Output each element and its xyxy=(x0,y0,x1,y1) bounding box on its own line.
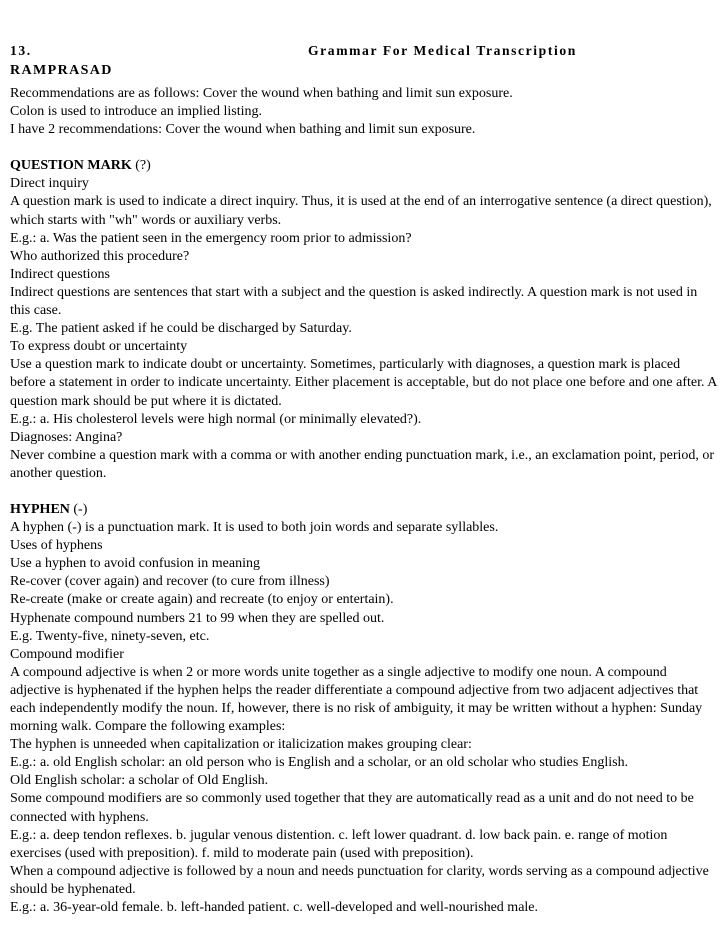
paragraph: A compound adjective is when 2 or more words unite together as a single adjective to modify one noun. A compound adjective is hyphenated if the hyphen helps the reader differentiate a compound adjective from two adjacent adjectives that each independently modify the noun. If, however, there is no risk of ambiguity, it may be written without a hyphen: Sunday morning walk. Compare the following examples: xyxy=(10,664,703,735)
colon-example-1: Recommendations are as follows: Cover the wound when bathing and limit sun exposure. xyxy=(10,86,513,101)
paragraph: A question mark is used to indicate a direct inquiry. Thus, it is used at the end of an interrogative sentence (a direct question), which starts with "wh" words or auxiliary verbs. xyxy=(10,194,712,228)
paragraph: Compound modifier xyxy=(10,646,124,662)
paragraph: E.g.: a. old English scholar: an old person who is English and a scholar, or an old scholar who studies English. xyxy=(10,755,629,771)
paragraph: Indirect questions xyxy=(10,266,110,282)
paragraph: E.g. Twenty-five, ninety-seven, etc. xyxy=(10,628,210,644)
paragraph: Re-create (make or create again) and recreate (to enjoy or entertain). xyxy=(10,592,394,608)
page-number: 13. xyxy=(10,43,32,58)
page-header xyxy=(10,43,710,61)
paragraph: E.g. The patient asked if he could be discharged by Saturday. xyxy=(10,321,352,337)
paragraph: E.g.: a. deep tendon reflexes. b. jugular venous distention. c. left lower quadrant. d. low back pain. e. range of motion exercises (used with preposition). f. mild to moderate pain (used with preposition). xyxy=(10,827,668,861)
paragraph: Use a question mark to indicate doubt or uncertainty. Sometimes, particularly with diagnoses, a question mark is placed before a statement in order to indicate uncertainty. Either placement is acceptable, but do not place one before and one after. A question mark should be put where it is dictated. xyxy=(10,357,717,409)
colon-example-3: I have 2 recommendations: Cover the wound when bathing and limit sun exposure. xyxy=(10,122,476,138)
document-body xyxy=(10,85,718,917)
paragraph: Hyphenate compound numbers 21 to 99 when they are spelled out. xyxy=(10,610,385,626)
paragraph: Direct inquiry xyxy=(10,176,89,192)
question-mark-symbol: (?) xyxy=(135,158,151,174)
paragraph: When a compound adjective is followed by a noun and needs punctuation for clarity, words serving as a compound adjective should be hyphenated. xyxy=(10,863,709,897)
paragraph: E.g.: a. 36-year-old female. b. left-handed patient. c. well-developed and well-nourished male. xyxy=(10,900,539,916)
paragraph: Uses of hyphens xyxy=(10,538,103,554)
paragraph: Indirect questions are sentences that start with a subject and the question is asked indirectly. A question mark is not used in this case. xyxy=(10,284,698,319)
paragraph: Old English scholar: a scholar of Old English. xyxy=(10,773,269,789)
paragraph: The hyphen is unneeded when capitalization or italicization makes grouping clear: xyxy=(10,737,472,753)
paragraph: Never combine a question mark with a comma or with another ending punctuation mark, i.e., an exclamation point, period, or another question. xyxy=(10,447,715,481)
document-title: Grammar For Medical Transcription xyxy=(308,43,577,58)
hyphen-heading xyxy=(10,501,718,519)
paragraph: E.g.: a. His cholesterol levels were high normal (or minimally elevated?). xyxy=(10,411,422,427)
hyphen-symbol: (-) xyxy=(73,501,88,517)
paragraph: To express doubt or uncertainty xyxy=(10,339,188,355)
author-name: RAMPRASAD xyxy=(10,63,113,78)
hyphen-title: HYPHEN xyxy=(10,501,70,517)
paragraph: Re-cover (cover again) and recover (to cure from illness) xyxy=(10,574,330,590)
paragraph: Diagnoses: Angina? xyxy=(10,429,123,445)
paragraph: Use a hyphen to avoid confusion in meaning xyxy=(10,556,261,572)
paragraph: E.g.: a. Was the patient seen in the emergency room prior to admission? xyxy=(10,230,412,246)
question-mark-heading xyxy=(10,157,718,175)
question-mark-title: QUESTION MARK xyxy=(10,158,132,174)
paragraph: A hyphen (-) is a punctuation mark. It is used to both join words and separate syllables. xyxy=(10,520,499,536)
paragraph: Some compound modifiers are so commonly used together that they are automatically read as a unit and do not need to be connected with hyphens. xyxy=(10,791,694,825)
paragraph: Who authorized this procedure? xyxy=(10,248,190,264)
colon-example-2: Colon is used to introduce an implied listing. xyxy=(10,104,262,120)
